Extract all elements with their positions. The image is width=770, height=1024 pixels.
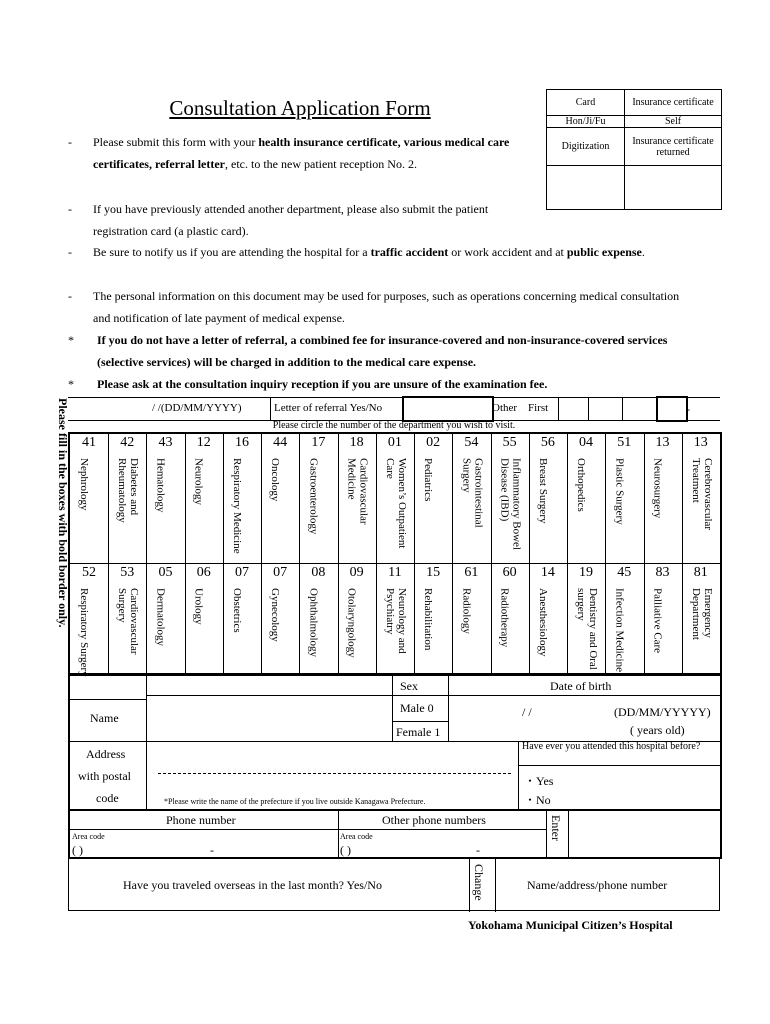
enter-label: Enter xyxy=(549,815,563,841)
department-name[interactable]: Anesthesiology xyxy=(536,588,549,657)
address-input[interactable] xyxy=(147,742,517,790)
first-label: First xyxy=(528,402,549,414)
prefecture-note: *Please write the name of the prefecture if you live outside Kanagawa Prefecture. xyxy=(164,797,426,806)
department-code[interactable]: 42 xyxy=(120,435,135,450)
department-name[interactable]: Pediatrics xyxy=(422,458,435,502)
department-code[interactable]: 13 xyxy=(655,435,670,450)
department-name[interactable]: Dermatology xyxy=(154,588,167,647)
department-name[interactable]: Palliative Care xyxy=(651,588,664,654)
department-name[interactable]: Otolaryngology xyxy=(345,588,358,658)
department-code[interactable]: 53 xyxy=(120,565,135,580)
insurance-returned-label: Insurance certificate returned xyxy=(625,128,722,166)
department-name[interactable]: Respiratory Surgery xyxy=(78,588,90,677)
department-code[interactable]: 16 xyxy=(234,435,249,450)
office-blank-cell[interactable] xyxy=(547,166,625,210)
change-label: Change xyxy=(472,864,486,901)
department-name[interactable]: Gastroenterology xyxy=(307,458,320,535)
page-title: Consultation Application Form xyxy=(169,96,431,120)
department-code[interactable]: 08 xyxy=(311,565,326,580)
department-code[interactable]: 11 xyxy=(388,565,402,580)
department-code[interactable]: 56 xyxy=(540,435,555,450)
department-name[interactable]: Obstetrics xyxy=(230,588,243,633)
department-code[interactable]: 43 xyxy=(158,435,173,450)
id-box[interactable] xyxy=(656,396,688,422)
department-name[interactable]: Diabetes and Rheumatology xyxy=(116,458,141,523)
department-grid xyxy=(68,432,722,676)
department-name[interactable]: Women’s Outpatient Care xyxy=(383,458,408,549)
department-code[interactable]: 09 xyxy=(349,565,364,580)
department-code[interactable]: 55 xyxy=(502,435,517,450)
department-name[interactable]: Neurology xyxy=(192,458,205,506)
attended-no[interactable]: ・No xyxy=(524,793,551,807)
department-name[interactable]: Gynecology xyxy=(269,588,282,642)
department-code[interactable]: 61 xyxy=(464,565,479,580)
department-code[interactable]: 17 xyxy=(311,435,326,450)
age-field[interactable]: ( years old) xyxy=(630,723,685,737)
department-name[interactable]: Emergency Department xyxy=(689,588,714,640)
department-name[interactable]: Oncology xyxy=(269,458,282,502)
department-name[interactable]: Cardiovascular Surgery xyxy=(116,588,141,655)
self-label: Self xyxy=(625,116,722,128)
department-code[interactable]: 45 xyxy=(617,565,632,580)
name-input[interactable] xyxy=(147,696,392,741)
department-name[interactable]: Orthopedics xyxy=(575,458,588,512)
intake-row xyxy=(68,397,720,421)
dob-slashes[interactable]: / / xyxy=(522,705,532,719)
department-name[interactable]: Neurology and Psychiatry xyxy=(383,588,408,654)
male-option[interactable]: Male 0 xyxy=(400,701,434,715)
department-code[interactable]: 83 xyxy=(655,565,670,580)
phone-label: Phone number xyxy=(166,813,236,827)
department-name[interactable]: Infection Medicine xyxy=(613,588,626,672)
phone-input[interactable]: ( ) xyxy=(72,843,83,857)
department-name[interactable]: Radiology xyxy=(460,588,473,634)
department-name[interactable]: Nephrology xyxy=(78,458,90,511)
department-name[interactable]: Respiratory Medicine xyxy=(230,458,243,554)
name-label: Name xyxy=(90,711,119,725)
department-code[interactable]: 52 xyxy=(82,565,96,580)
department-code[interactable]: 14 xyxy=(540,565,555,580)
phone-box xyxy=(68,809,722,859)
department-name[interactable]: Cerebrovascular Treatment xyxy=(689,458,714,531)
department-code[interactable]: 60 xyxy=(502,565,517,580)
department-name[interactable]: Breast Surgery xyxy=(536,458,549,524)
insurance-certificate-label: Insurance certificate xyxy=(625,90,722,116)
department-code[interactable]: 12 xyxy=(196,435,211,450)
other-phone-dash: - xyxy=(476,843,480,857)
overseas-box xyxy=(68,857,720,911)
department-code[interactable]: 06 xyxy=(196,565,211,580)
change-details-label: Name/address/phone number xyxy=(527,878,668,892)
department-name[interactable]: Gastrointestinal Surgery xyxy=(460,458,485,528)
other-phone-input[interactable]: ( ) xyxy=(340,843,351,857)
department-code[interactable]: 02 xyxy=(426,435,441,450)
phone-dash: - xyxy=(210,843,214,857)
department-code[interactable]: 54 xyxy=(464,435,479,450)
dob-format: (DD/MM/YYYYY) xyxy=(614,705,711,719)
department-code[interactable]: 51 xyxy=(617,435,632,450)
referral-box[interactable] xyxy=(402,396,494,422)
department-code[interactable]: 07 xyxy=(234,565,249,580)
department-code[interactable]: 19 xyxy=(579,565,594,580)
department-code[interactable]: 81 xyxy=(693,565,708,580)
with-postal-label: with postal xyxy=(78,769,131,783)
hon-ji-fu-label: Hon/Ji/Fu xyxy=(547,116,625,128)
department-code[interactable]: 18 xyxy=(349,435,364,450)
department-name[interactable]: Inflammatory Bowel Disease (IBD) xyxy=(498,458,523,550)
date-field[interactable]: / /(DD/MM/YYYY) xyxy=(152,402,242,414)
department-code[interactable]: 13 xyxy=(693,435,708,450)
department-name[interactable]: Plastic Surgery xyxy=(613,458,626,525)
other-label: Other xyxy=(492,402,518,414)
code-label: code xyxy=(96,791,119,805)
female-option[interactable]: Female 1 xyxy=(396,725,441,739)
hospital-name: Yokohama Municipal Citizen’s Hospital xyxy=(468,918,673,932)
patient-info-box xyxy=(68,673,722,811)
digitization-label: Digitization xyxy=(547,128,625,166)
area-code-label-2: Area code xyxy=(340,832,373,841)
department-code[interactable]: 44 xyxy=(273,435,288,450)
department-code[interactable]: 07 xyxy=(273,565,288,580)
office-blank-cell[interactable] xyxy=(625,166,722,210)
department-code[interactable]: 05 xyxy=(158,565,173,580)
department-name[interactable]: Ophthalmology xyxy=(307,588,320,658)
department-name[interactable]: Cardiovascular Medicine xyxy=(345,458,370,525)
bold-border-instruction: Please fill in the boxes with bold border only. xyxy=(56,398,70,628)
id-dash: - xyxy=(686,402,690,416)
department-name[interactable]: Neurosurgery xyxy=(651,458,664,519)
address-label: Address xyxy=(86,747,126,761)
department-name[interactable]: Hematology xyxy=(154,458,167,513)
attended-yes[interactable]: ・Yes xyxy=(524,774,554,788)
department-name[interactable]: Rehabilitation xyxy=(422,588,435,651)
department-code[interactable]: 01 xyxy=(387,435,402,450)
dob-label: Date of birth xyxy=(550,679,612,693)
attended-question: Have ever you attended this hospital before? xyxy=(522,741,701,752)
department-code[interactable]: 15 xyxy=(426,565,441,580)
department-code[interactable]: 41 xyxy=(82,435,96,450)
department-code[interactable]: 04 xyxy=(579,435,594,450)
department-name[interactable]: Radiotherapy xyxy=(498,588,511,648)
circle-instruction: Please circle the number of the department you wish to visit. xyxy=(272,420,516,431)
office-use-box xyxy=(546,89,722,210)
other-phone-label: Other phone numbers xyxy=(382,813,486,827)
referral-field[interactable]: Letter of referral Yes/No xyxy=(274,402,383,414)
sex-label: Sex xyxy=(400,679,418,693)
overseas-question[interactable]: Have you traveled overseas in the last month? Yes/No xyxy=(123,878,382,892)
department-name[interactable]: Dentistry and Oral surgery xyxy=(575,588,600,670)
area-code-label: Area code xyxy=(72,832,105,841)
card-label: Card xyxy=(547,90,625,116)
department-name[interactable]: Urology xyxy=(192,588,205,625)
